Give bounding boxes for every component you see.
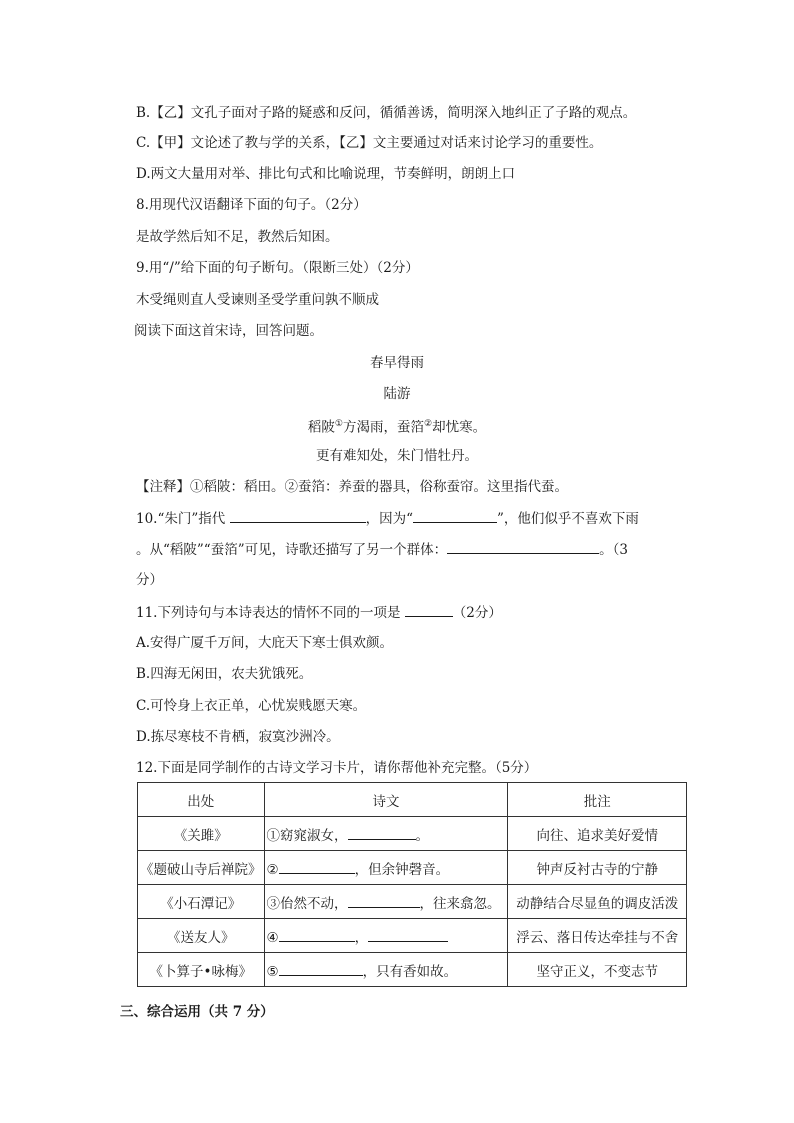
poem-line-1-a: 稻陂: [307, 419, 335, 436]
q11-prompt-b: （2分）: [452, 605, 502, 621]
poem-text: 。: [415, 827, 429, 844]
poem-text: ，往来翕忽。: [419, 895, 501, 912]
section-heading: 三、综合运用（共 7 分）: [120, 1004, 274, 1020]
table-row: [138, 817, 687, 851]
cell-source: 《关雎》: [138, 817, 265, 851]
poem-author: 陆游: [383, 386, 411, 402]
q11-option-a: A.安得广厦千万间，大庇天下寒士俱欢颜。: [136, 635, 394, 651]
q10-part2: ，因为“: [365, 511, 413, 527]
table-row: [138, 953, 687, 987]
poem-text: ④: [266, 929, 279, 946]
q10-part5: 。（3: [599, 542, 628, 558]
note-marker-1: ①: [334, 419, 343, 429]
answer-blank[interactable]: [279, 859, 355, 874]
poem-line-1-c: 却忧寒。: [432, 419, 487, 436]
poem-line-2: 更有难知处，朱门惜牡丹。: [316, 448, 478, 464]
cell-poem: [264, 885, 508, 919]
q8-sentence: 是故学然后知不足，教然后知困。: [136, 229, 339, 245]
cell-poem: [264, 953, 508, 987]
cell-poem: [264, 919, 508, 953]
cell-source: 《卜算子•咏梅》: [138, 953, 265, 987]
answer-blank[interactable]: [368, 927, 448, 942]
answer-blank[interactable]: [279, 961, 363, 976]
cell-note: 动静结合尽显鱼的调皮活泼: [508, 885, 687, 919]
answer-blank[interactable]: [413, 508, 497, 523]
table-header-row: [138, 783, 687, 817]
poem-text: ，: [354, 929, 369, 946]
q7-option-b: B.【乙】文孔子面对子路的疑惑和反问，循循善诱，简明深入地纠正了子路的观点。: [136, 105, 637, 121]
answer-blank[interactable]: [405, 602, 453, 617]
cell-source: 《送友人》: [138, 919, 265, 953]
answer-blank[interactable]: [348, 825, 416, 840]
cell-source: 《题破山寺后禅院》: [138, 851, 265, 885]
header-poem: 诗文: [264, 783, 508, 817]
q11-prompt-a: 11.下列诗句与本诗表达的情怀不同的一项是: [136, 605, 405, 621]
q10-line-2: [136, 539, 628, 560]
cell-note: 向往、追求美好爱情: [508, 817, 687, 851]
annotation: 【注释】①稻陂：稻田。②蚕箔：养蚕的器具，俗称蚕帘。这里指代蚕。: [136, 479, 568, 495]
q11-prompt: [136, 602, 502, 623]
q8-prompt: 8.用现代汉语翻译下面的句子。（2分）: [136, 197, 367, 213]
q12-prompt: 12.下面是同学制作的古诗文学习卡片，请你帮他补充完整。（5分）: [136, 760, 538, 776]
answer-blank[interactable]: [348, 893, 420, 908]
cell-source: 《小石潭记》: [138, 885, 265, 919]
header-source: 出处: [138, 783, 265, 817]
q11-option-d: D.拣尽寒枝不肯栖，寂寞沙洲冷。: [136, 729, 340, 745]
cell-poem: [264, 817, 508, 851]
header-note: 批注: [508, 783, 687, 817]
answer-blank[interactable]: [230, 508, 366, 523]
table-row: [138, 885, 687, 919]
poem-text: ，只有香如故。: [362, 963, 458, 980]
poem-line-1: [0, 414, 794, 438]
cell-poem: [264, 851, 508, 885]
answer-blank[interactable]: [447, 539, 599, 554]
poem-line-1-b: 方渴雨，蚕箔: [343, 419, 424, 436]
q10-part4: 。从“稻陂”“蚕箔”可见，诗歌还描写了另一个群体：: [136, 542, 448, 558]
poem-text: ①窈窕淑女，: [266, 827, 348, 844]
poem-text: ⑤: [266, 963, 279, 980]
cell-note: 钟声反衬古寺的宁静: [508, 851, 687, 885]
q10-part1: 10.“朱门”指代: [136, 511, 230, 527]
q11-option-b: B.四海无闲田，农夫犹饿死。: [136, 666, 313, 682]
poem-text: ③佁然不动，: [266, 895, 348, 912]
poem-text: ②: [266, 861, 279, 878]
study-card-table: [137, 782, 687, 987]
q9-sentence: 木受绳则直人受谏则圣受学重问孰不顺成: [136, 292, 379, 308]
cell-note: 坚守正义，不变志节: [508, 953, 687, 987]
q7-option-d: D.两文大量用对举、排比句式和比喻说理，节奏鲜明，朗朗上口: [136, 166, 516, 182]
poem-text: ，但余钟磬音。: [354, 861, 450, 878]
q7-option-c: C.【甲】文论述了教与学的关系，【乙】文主要通过对话来讨论学习的重要性。: [136, 135, 603, 151]
answer-blank[interactable]: [279, 927, 355, 942]
q11-option-c: C.可怜身上衣正单，心忧炭贱愿天寒。: [136, 698, 367, 714]
table-row: [138, 919, 687, 953]
cell-note: 浮云、落日传达牵挂与不舍: [508, 919, 687, 953]
poem-title: 春早得雨: [370, 355, 424, 371]
note-marker-2: ②: [424, 419, 433, 429]
q10-line-1: [136, 508, 639, 529]
q9-prompt: 9.用“/”给下面的句子断句。（限断三处）（2分）: [136, 260, 419, 276]
q10-line-3: 分）: [136, 572, 163, 588]
table-row: [138, 851, 687, 885]
q10-part3: ”，他们似乎不喜欢下雨: [496, 511, 639, 527]
reading-intro: 阅读下面这首宋诗，回答问题。: [134, 323, 323, 339]
